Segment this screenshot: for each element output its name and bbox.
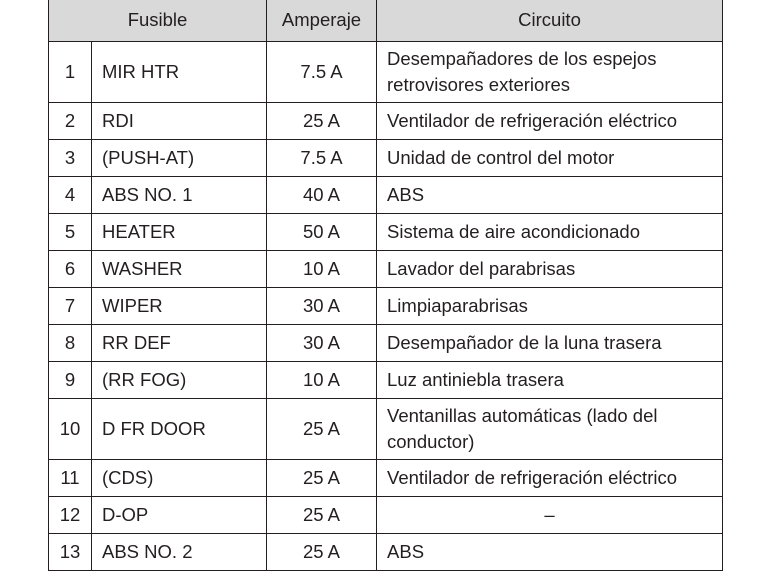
fuse-circuit: Sistema de aire acondicionado [377, 214, 723, 251]
fuse-name: ABS NO. 1 [92, 177, 267, 214]
fuse-circuit: Ventilador de refrigeración eléctrico [377, 103, 723, 140]
fuse-number: 8 [49, 325, 92, 362]
fuse-circuit: Lavador del parabrisas [377, 251, 723, 288]
fuse-amperage: 10 A [267, 251, 377, 288]
fuse-name: D FR DOOR [92, 399, 267, 460]
fuse-name: MIR HTR [92, 42, 267, 103]
fuse-name: ABS NO. 2 [92, 534, 267, 571]
table-header [49, 0, 723, 42]
fuse-amperage: 40 A [267, 177, 377, 214]
fuse-circuit: ABS [377, 177, 723, 214]
fuse-number: 3 [49, 140, 92, 177]
fuse-amperage: 50 A [267, 214, 377, 251]
table-row [49, 103, 723, 140]
fuse-amperage: 25 A [267, 103, 377, 140]
table-row [49, 42, 723, 103]
fuse-name: (RR FOG) [92, 362, 267, 399]
fuse-name: RDI [92, 103, 267, 140]
table-row [49, 399, 723, 460]
table-body [49, 42, 723, 571]
table-row [49, 177, 723, 214]
table-row [49, 325, 723, 362]
fuse-circuit: Unidad de control del motor [377, 140, 723, 177]
table-row [49, 140, 723, 177]
fuse-circuit: Limpiaparabrisas [377, 288, 723, 325]
fuse-number: 6 [49, 251, 92, 288]
fuse-name: WASHER [92, 251, 267, 288]
fuse-name: RR DEF [92, 325, 267, 362]
fuse-amperage: 30 A [267, 325, 377, 362]
fuse-name: HEATER [92, 214, 267, 251]
table-row [49, 497, 723, 534]
fuse-number: 2 [49, 103, 92, 140]
fuse-name: WIPER [92, 288, 267, 325]
fuse-circuit: Desempañadores de los espejos retrovisores exteriores [377, 42, 723, 103]
fuse-name: D-OP [92, 497, 267, 534]
fuse-name: (PUSH-AT) [92, 140, 267, 177]
fuse-amperage: 7.5 A [267, 140, 377, 177]
table-row [49, 362, 723, 399]
header-fuse: Fusible [49, 0, 267, 42]
fuse-number: 11 [49, 460, 92, 497]
fuse-amperage: 25 A [267, 534, 377, 571]
fuse-number: 9 [49, 362, 92, 399]
fuse-number: 10 [49, 399, 92, 460]
fuse-circuit: – [377, 497, 723, 534]
fuse-circuit: Ventanillas automáticas (lado del conductor) [377, 399, 723, 460]
fuse-table [48, 0, 723, 571]
table-row [49, 251, 723, 288]
fuse-circuit: Ventilador de refrigeración eléctrico [377, 460, 723, 497]
fuse-amperage: 25 A [267, 399, 377, 460]
table-row [49, 214, 723, 251]
header-amperage: Amperaje [267, 0, 377, 42]
fuse-amperage: 7.5 A [267, 42, 377, 103]
fuse-amperage: 30 A [267, 288, 377, 325]
fuse-number: 5 [49, 214, 92, 251]
fuse-circuit: Luz antiniebla trasera [377, 362, 723, 399]
fuse-number: 4 [49, 177, 92, 214]
fuse-number: 1 [49, 42, 92, 103]
fuse-amperage: 25 A [267, 497, 377, 534]
table-row [49, 534, 723, 571]
header-row [49, 0, 723, 42]
fuse-number: 13 [49, 534, 92, 571]
table-row [49, 288, 723, 325]
fuse-circuit: ABS [377, 534, 723, 571]
fuse-name: (CDS) [92, 460, 267, 497]
fuse-number: 12 [49, 497, 92, 534]
table-row [49, 460, 723, 497]
fuse-amperage: 25 A [267, 460, 377, 497]
fuse-number: 7 [49, 288, 92, 325]
fuse-circuit: Desempañador de la luna trasera [377, 325, 723, 362]
header-circuit: Circuito [377, 0, 723, 42]
fuse-amperage: 10 A [267, 362, 377, 399]
